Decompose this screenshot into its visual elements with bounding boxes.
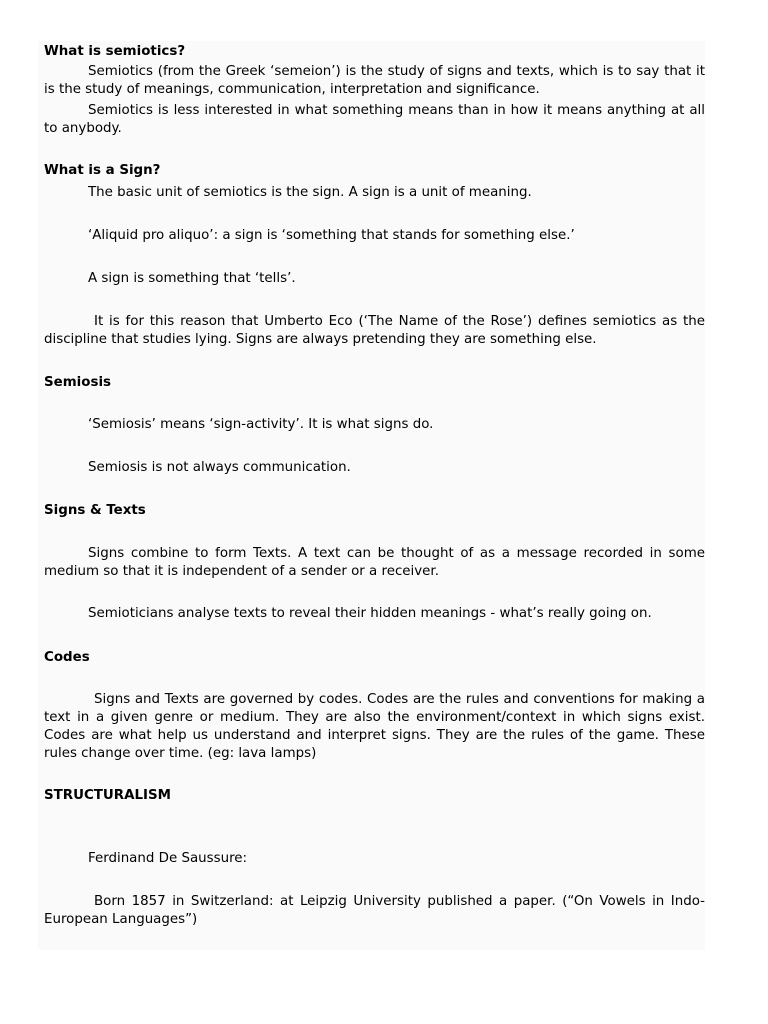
paragraph — [44, 102, 705, 138]
heading-what-is-semiotics: What is semiotics? — [44, 44, 186, 59]
paragraph-text: ‘Semiosis’ means ‘sign-activity’. It is what signs do. — [88, 417, 434, 432]
paragraph — [44, 227, 705, 245]
paragraph-text: Ferdinand De Saussure: — [88, 851, 248, 866]
paragraph-text: A sign is something that ‘tells’. — [88, 271, 296, 286]
paragraph-text: Semiotics is less interested in what something means than in how it means anything at all to anybody. — [44, 103, 705, 136]
paragraph-text: Semioticians analyse texts to reveal their hidden meanings - what’s really going on. — [88, 606, 652, 621]
paragraph — [44, 893, 705, 929]
paragraph — [44, 850, 705, 868]
paragraph-text: It is for this reason that Umberto Eco (‘The Name of the Rose’) defines semiotics as the discipline that studies lying. Signs are always pretending they are something else. — [44, 314, 705, 347]
paragraph — [44, 313, 705, 349]
heading-structuralism: STRUCTURALISM — [44, 788, 171, 803]
paragraph — [44, 63, 705, 99]
paragraph — [44, 605, 705, 623]
paragraph-text: Born 1857 in Switzerland: at Leipzig University published a paper. (“On Vowels in Indo-European Languages”) — [44, 894, 705, 927]
paragraph-text: The basic unit of semiotics is the sign. A sign is a unit of meaning. — [88, 185, 532, 200]
paragraph — [44, 691, 705, 763]
heading-semiosis: Semiosis — [44, 375, 111, 390]
heading-what-is-a-sign: What is a Sign? — [44, 163, 161, 178]
paragraph-text: ‘Aliquid pro aliquo’: a sign is ‘something that stands for something else.’ — [88, 228, 575, 243]
heading-signs-texts: Signs & Texts — [44, 503, 146, 518]
paragraph — [44, 184, 705, 202]
paragraph-text: Signs and Texts are governed by codes. Codes are the rules and conventions for making a text in a given genre or medium. They are also the environment/context in which signs exist. Codes are what help us understand and interpret signs. They are the rules of the game. These rules change over time. (eg: lava lamps) — [44, 692, 705, 761]
paragraph-text: Semiotics (from the Greek ‘semeion’) is the study of signs and texts, which is to say that it is the study of meanings, communication, interpretation and significance. — [44, 64, 705, 97]
heading-codes: Codes — [44, 650, 90, 665]
paragraph — [44, 270, 705, 288]
paragraph — [44, 459, 705, 477]
paragraph — [44, 545, 705, 581]
paragraph-text: Signs combine to form Texts. A text can be thought of as a message recorded in some medium so that it is independent of a sender or a receiver. — [44, 546, 705, 579]
paragraph — [44, 416, 705, 434]
paragraph-text: Semiosis is not always communication. — [88, 460, 351, 475]
